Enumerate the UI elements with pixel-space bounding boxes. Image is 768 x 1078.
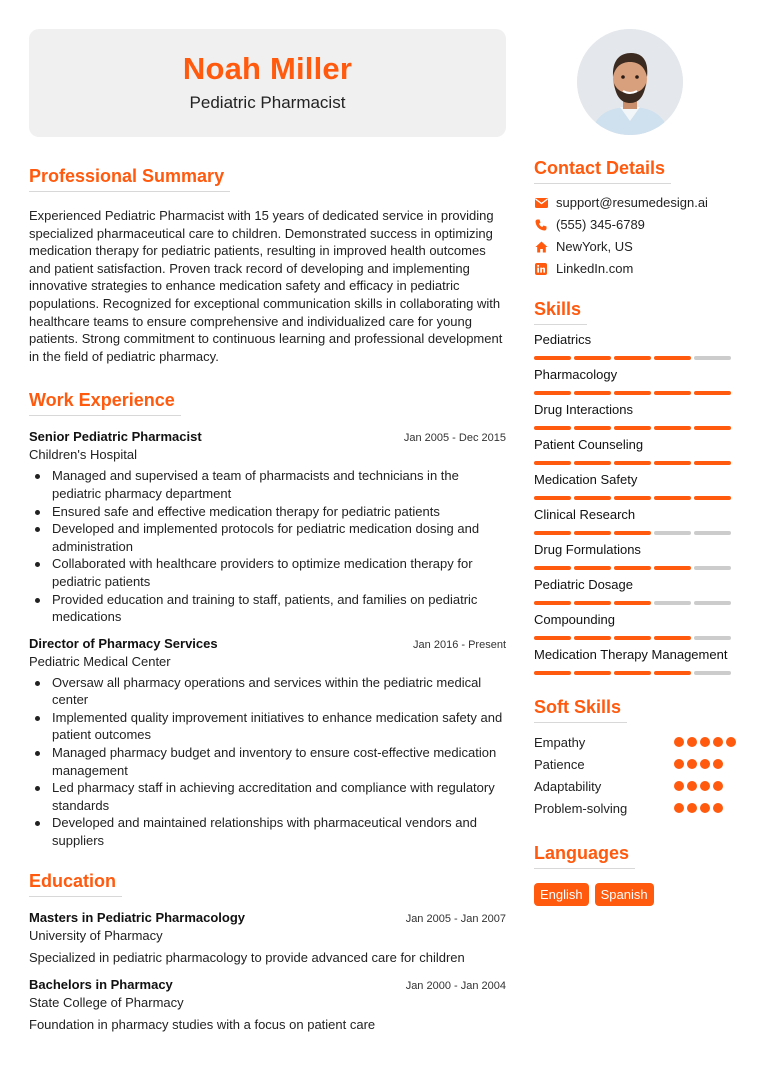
- envelope-icon: [534, 196, 548, 210]
- job-bullet: Developed and implemented protocols for pediatric medication dosing and administration: [29, 520, 506, 555]
- skill-bar: [534, 461, 738, 465]
- skill-item: [534, 401, 738, 430]
- job-entry: [29, 636, 506, 850]
- languages-heading: Languages: [534, 843, 635, 869]
- education-description: Foundation in pharmacy studies with a focus on patient care: [29, 1016, 376, 1032]
- skill-bar: [534, 566, 738, 570]
- skill-name: Patient Counseling: [534, 437, 644, 452]
- skill-level-segment: [574, 671, 611, 675]
- sidebar-column: [534, 158, 738, 906]
- skill-name: Pharmacology: [534, 367, 618, 382]
- job-bullet: Oversaw all pharmacy operations and services within the pediatric medical center: [29, 674, 506, 709]
- skill-bar: [534, 601, 738, 605]
- skill-level-segment: [534, 601, 571, 605]
- rating-dots: [674, 759, 723, 769]
- skill-name: Clinical Research: [534, 507, 636, 522]
- skill-level-segment: [534, 391, 571, 395]
- job-bullet: Led pharmacy staff in achieving accreditation and compliance with regulatory standards: [29, 779, 506, 814]
- soft-skill-item: [534, 733, 738, 755]
- skill-level-segment: [534, 461, 571, 465]
- skills-heading: Skills: [534, 299, 587, 325]
- skill-name: Medication Therapy Management: [534, 647, 728, 662]
- job-organization: Pediatric Medical Center: [29, 653, 171, 669]
- skill-name: Medication Safety: [534, 472, 638, 487]
- skill-level-segment: [694, 356, 731, 360]
- soft-skills-list: [534, 733, 738, 821]
- rating-dot: [713, 803, 723, 813]
- job-dates: Jan 2016 - Present: [413, 638, 506, 651]
- contact-linkedin[interactable]: [534, 260, 738, 277]
- rating-dot: [674, 737, 684, 747]
- soft-skill-item: [534, 777, 738, 799]
- rating-dots: [674, 803, 723, 813]
- contact-phone[interactable]: [534, 216, 738, 233]
- skill-level-segment: [574, 391, 611, 395]
- profile-photo: [577, 29, 683, 135]
- skill-level-segment: [654, 496, 691, 500]
- rating-dot: [713, 737, 723, 747]
- rating-dot: [726, 737, 736, 747]
- job-role: Director of Pharmacy Services: [29, 635, 218, 651]
- language-badge: Spanish: [595, 883, 654, 906]
- skill-level-segment: [574, 426, 611, 430]
- job-entry: [29, 429, 506, 625]
- header-banner: [29, 29, 506, 137]
- skill-level-segment: [614, 671, 651, 675]
- soft-skill-name: Patience: [534, 757, 585, 772]
- education-entry: [29, 910, 506, 965]
- skill-level-segment: [534, 636, 571, 640]
- contact-heading: Contact Details: [534, 158, 671, 184]
- skill-bar: [534, 426, 738, 430]
- skill-level-segment: [654, 426, 691, 430]
- skill-item: [534, 506, 738, 535]
- skill-item: [534, 576, 738, 605]
- skill-level-segment: [694, 566, 731, 570]
- candidate-name: Noah Miller: [182, 51, 353, 86]
- contact-location-text: NewYork, US: [556, 239, 633, 254]
- skill-item: [534, 436, 738, 465]
- candidate-title: Pediatric Pharmacist: [189, 93, 346, 112]
- summary-heading: Professional Summary: [29, 166, 230, 192]
- skill-level-segment: [614, 426, 651, 430]
- rating-dot: [713, 759, 723, 769]
- skill-level-segment: [614, 496, 651, 500]
- skill-level-segment: [574, 601, 611, 605]
- skill-level-segment: [614, 566, 651, 570]
- skill-level-segment: [574, 636, 611, 640]
- skill-level-segment: [534, 531, 571, 535]
- skill-level-segment: [694, 496, 731, 500]
- skill-level-segment: [654, 461, 691, 465]
- rating-dots: [674, 781, 723, 791]
- skill-level-segment: [534, 356, 571, 360]
- soft-skill-name: Adaptability: [534, 779, 602, 794]
- skill-level-segment: [574, 531, 611, 535]
- contact-location: [534, 238, 738, 255]
- rating-dot: [700, 759, 710, 769]
- skill-level-segment: [654, 671, 691, 675]
- skill-name: Pediatric Dosage: [534, 577, 633, 592]
- education-entry: [29, 977, 506, 1032]
- main-column: [29, 166, 506, 1032]
- skill-name: Drug Interactions: [534, 402, 633, 417]
- job-role: Senior Pediatric Pharmacist: [29, 429, 202, 445]
- skill-level-segment: [574, 566, 611, 570]
- soft-skill-name: Problem-solving: [534, 801, 628, 816]
- rating-dot: [687, 803, 697, 813]
- rating-dots: [674, 737, 736, 747]
- education-description: Specialized in pediatric pharmacology to provide advanced care for children: [29, 949, 465, 965]
- skill-level-segment: [694, 636, 731, 640]
- contact-email-text: support@resumedesign.ai: [556, 195, 708, 210]
- skill-level-segment: [614, 531, 651, 535]
- rating-dot: [687, 781, 697, 791]
- skill-level-segment: [614, 636, 651, 640]
- rating-dot: [713, 781, 723, 791]
- skill-bar: [534, 531, 738, 535]
- skill-level-segment: [654, 391, 691, 395]
- job-bullet: Provided education and training to staff, patients, and families on pediatric medications: [29, 591, 506, 626]
- skill-level-segment: [694, 391, 731, 395]
- linkedin-icon: [534, 262, 548, 276]
- skill-level-segment: [654, 531, 691, 535]
- contact-linkedin-text: LinkedIn.com: [556, 261, 634, 276]
- skill-level-segment: [614, 391, 651, 395]
- job-bullet: Implemented quality improvement initiatives to enhance medication safety and patient outcomes: [29, 709, 506, 744]
- job-bullet: Ensured safe and effective medication therapy for pediatric patients: [29, 503, 506, 521]
- skill-level-segment: [534, 671, 571, 675]
- skill-level-segment: [694, 461, 731, 465]
- rating-dot: [687, 759, 697, 769]
- skill-level-segment: [614, 461, 651, 465]
- rating-dot: [674, 781, 684, 791]
- person-portrait-icon: [577, 29, 683, 135]
- skill-level-segment: [574, 461, 611, 465]
- skill-level-segment: [534, 566, 571, 570]
- job-bullets: [29, 467, 506, 625]
- skill-level-segment: [654, 636, 691, 640]
- skill-level-segment: [654, 566, 691, 570]
- skill-bar: [534, 356, 738, 360]
- degree-name: Bachelors in Pharmacy: [29, 976, 173, 992]
- experience-heading: Work Experience: [29, 390, 181, 416]
- skill-level-segment: [534, 426, 571, 430]
- home-icon: [534, 240, 548, 254]
- rating-dot: [700, 781, 710, 791]
- skill-name: Drug Formulations: [534, 542, 641, 557]
- language-badge: English: [534, 883, 589, 906]
- skill-level-segment: [694, 426, 731, 430]
- job-bullet: Collaborated with healthcare providers to optimize medication therapy for pediatric patients: [29, 555, 506, 590]
- job-dates: Jan 2005 - Dec 2015: [403, 432, 506, 445]
- skill-level-segment: [534, 496, 571, 500]
- school-name: State College of Pharmacy: [29, 994, 184, 1010]
- languages-list: [534, 883, 738, 906]
- rating-dot: [674, 803, 684, 813]
- rating-dot: [700, 737, 710, 747]
- skill-name: Pediatrics: [534, 332, 592, 347]
- job-bullet: Managed pharmacy budget and inventory to ensure cost-effective medication management: [29, 744, 506, 779]
- skill-item: [534, 646, 738, 675]
- skill-item: [534, 366, 738, 395]
- skill-level-segment: [574, 496, 611, 500]
- soft-skills-heading: Soft Skills: [534, 697, 627, 723]
- education-dates: Jan 2005 - Jan 2007: [405, 912, 506, 925]
- rating-dot: [687, 737, 697, 747]
- summary-text: Experienced Pediatric Pharmacist with 15 years of dedicated service in providing specialized pharmaceutical care to children. Demonstrated success in optimizing medication therapy for pediatric patients, resulting in improved health outcomes and patient satisfaction. Proven track record of developing and implementing innovative strategies to enhance medication safety and efficacy in pediatric populations. Recognized for exceptional communication skills in collaborating with healthcare teams to ensure comprehensive and individualized care for young patients. Strong commitment to continuous learning and professional development in the field of pediatric pharmacy.: [29, 208, 503, 364]
- skill-level-segment: [614, 356, 651, 360]
- education-dates: Jan 2000 - Jan 2004: [405, 979, 506, 992]
- job-bullet: Developed and maintained relationships with pharmaceutical vendors and suppliers: [29, 814, 506, 849]
- skill-level-segment: [694, 671, 731, 675]
- school-name: University of Pharmacy: [29, 927, 163, 943]
- skill-item: [534, 541, 738, 570]
- skill-item: [534, 331, 738, 360]
- degree-name: Masters in Pediatric Pharmacology: [29, 909, 246, 925]
- skill-name: Compounding: [534, 612, 615, 627]
- job-organization: Children's Hospital: [29, 447, 137, 463]
- skill-bar: [534, 636, 738, 640]
- skill-item: [534, 611, 738, 640]
- job-bullets: [29, 674, 506, 850]
- rating-dot: [674, 759, 684, 769]
- skill-level-segment: [654, 601, 691, 605]
- contact-email[interactable]: [534, 194, 738, 211]
- phone-icon: [534, 218, 548, 232]
- education-heading: Education: [29, 871, 122, 897]
- skill-level-segment: [574, 356, 611, 360]
- skill-level-segment: [654, 356, 691, 360]
- skill-level-segment: [614, 601, 651, 605]
- skill-bar: [534, 496, 738, 500]
- soft-skill-item: [534, 799, 738, 821]
- contact-phone-text: (555) 345-6789: [556, 217, 645, 232]
- soft-skill-name: Empathy: [534, 735, 586, 750]
- job-bullet: Managed and supervised a team of pharmacists and technicians in the pediatric pharmacy department: [29, 467, 506, 502]
- skill-bar: [534, 671, 738, 675]
- skill-bar: [534, 391, 738, 395]
- soft-skill-item: [534, 755, 738, 777]
- skill-item: [534, 471, 738, 500]
- skill-level-segment: [694, 601, 731, 605]
- skills-list: [534, 331, 738, 675]
- rating-dot: [700, 803, 710, 813]
- skill-level-segment: [694, 531, 731, 535]
